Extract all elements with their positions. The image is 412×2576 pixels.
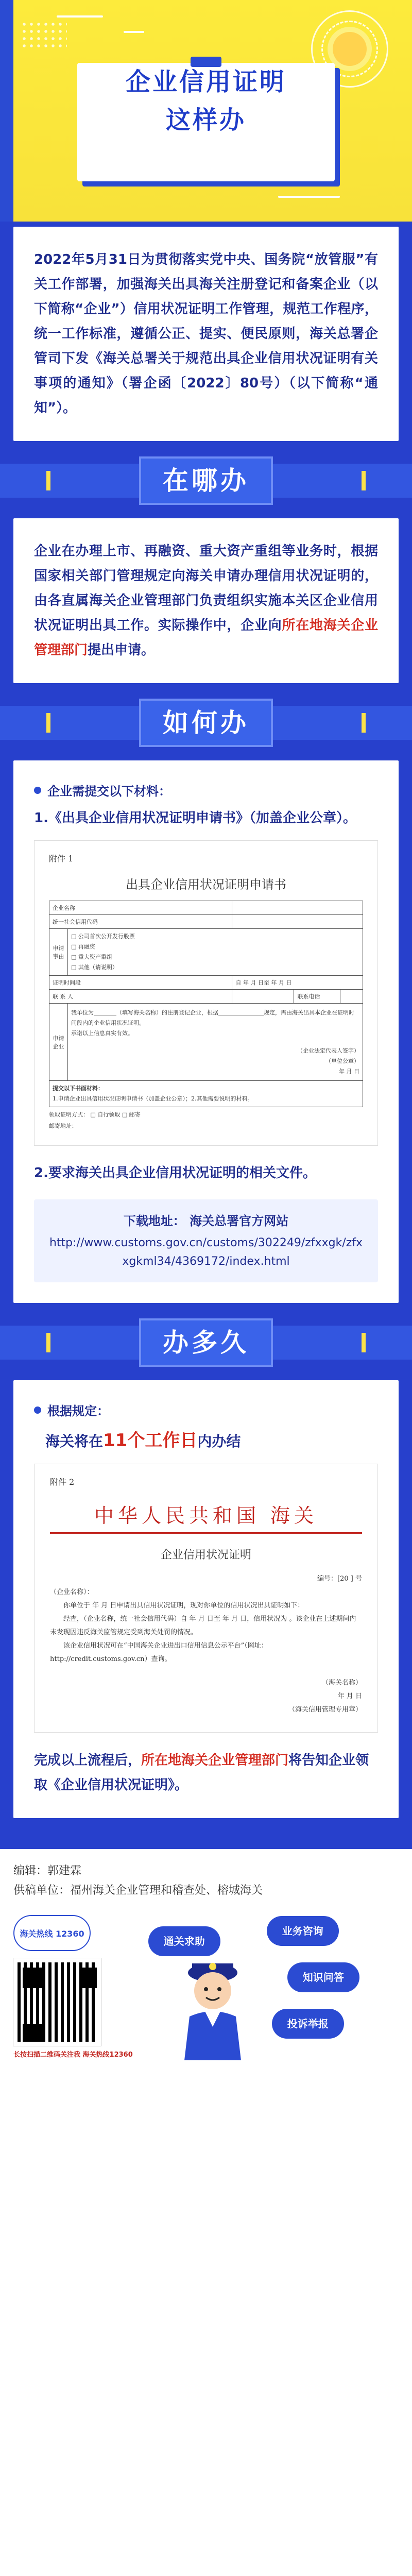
hero-banner xyxy=(0,0,412,222)
form-address: 邮寄地址： xyxy=(49,1123,77,1129)
form-cell-empty xyxy=(232,901,363,915)
footer xyxy=(0,1849,412,2073)
done-text-highlight: 所在地海关企业管理部门 xyxy=(141,1753,289,1768)
cert-number: 编号：[20 ] 号 xyxy=(317,1575,362,1583)
download-link[interactable]: http://www.customs.gov.cn/customs/302249/zfxxgk/zfxxgkml34/4369172/index.html xyxy=(49,1236,363,1268)
form-cell-label: 联 系 人 xyxy=(49,990,232,1004)
where-text-highlight: 所在地海关企业管理部门 xyxy=(34,618,378,658)
intro-text: 2022年5月31日为贯彻落实党中央、国务院“放管服”有关工作部署，加强海关出具海关注册登记和备案企业（以下简称“企业”）信用状况证明工作管理，规范工作程序，统一工作标准，遵循公正、提实、便民原则，海关总署企管司下发《海关总署关于规范出具企业信用状况证明有关事项的通知》（署企函〔2022〕80号）（以下简称“通知”）。 xyxy=(34,252,378,416)
service-bubble-help[interactable]: 通关求助 xyxy=(148,1926,220,1956)
cert-paragraph: 该企业信用状况可在“中国海关企业进出口信用信息公示平台”（网址：http://credit.customs.gov.cn）查询。 xyxy=(50,1642,268,1663)
title-card xyxy=(77,63,335,181)
form-statement: 我单位为________（填写海关名称）的注册登记企业，根据________________规定，需由海关出具本企业在证明时间段内的企业信用状况证明。 xyxy=(71,1009,354,1026)
editor-credit: 编辑：郭建霖 xyxy=(13,1865,82,1877)
form-seal: （单位公章） xyxy=(325,1057,359,1064)
days-prefix: 海关将在 xyxy=(45,1433,104,1450)
cert-signer: （海关名称） xyxy=(321,1679,362,1687)
bullet-icon xyxy=(34,787,41,794)
rule-label: 根据规定： xyxy=(47,1404,109,1418)
service-bubble-quiz[interactable]: 知识问答 xyxy=(287,1962,359,1992)
source-credit: 供稿单位：福州海关企业管理和稽查处、榕城海关 xyxy=(13,1884,263,1897)
cert-title: 企业信用状况证明 xyxy=(160,1549,251,1562)
form-cell-label: 申请事由 xyxy=(49,929,68,976)
section-head-where xyxy=(0,441,412,518)
form-cell-label: 企业名称 xyxy=(49,901,232,915)
form-notes-text: 1.申请企业出具信用状况证明申请书（加盖企业公章）；2.其他需要说明的材料。 xyxy=(53,1095,253,1102)
reason-option: □ 再融资 xyxy=(71,943,95,950)
decor-line xyxy=(278,196,340,198)
materials-label: 企业需提交以下材料： xyxy=(47,784,171,799)
form-reason-options xyxy=(68,929,363,976)
done-text xyxy=(34,1748,378,1798)
form-cell-empty xyxy=(340,990,363,1004)
form-rep: （企业法定代表人签字） xyxy=(297,1047,359,1054)
cert-paragraph: 经查，（企业名称，统一社会信用代码）自 年 月 日至 年 月 日，信用状况为 。该企业在上述期间内未发现因违反海关监管规定受到海关处罚的情况。 xyxy=(50,1615,356,1636)
form-title: 出具企业信用状况证明申请书 xyxy=(126,877,286,892)
duration-card xyxy=(13,1380,399,1818)
form-commit: 承诺以上信息真实有效。 xyxy=(71,1029,133,1037)
where-text-part: 企业在办理上市、再融资、重大资产重组等业务时，根据国家相关部门管理规定向海关申请办理信用状况证明的，由各直属海关企业管理部门负责组织实施本关区企业信用状况证明出具工作。实际操作中，企业向 xyxy=(34,544,378,633)
decor-stripe xyxy=(0,0,13,222)
form-notes-title: 提交以下书面材料： xyxy=(53,1085,104,1092)
page-title-line2: 这样办 xyxy=(165,106,246,134)
application-table xyxy=(49,901,363,1107)
form-cell-empty xyxy=(232,915,363,929)
form-cell-label: 申请企业 xyxy=(49,1004,68,1081)
done-text-part: 完成以上流程后， xyxy=(34,1753,142,1768)
where-text xyxy=(34,539,378,663)
materials-heading xyxy=(34,781,378,799)
service-bubble-consult[interactable]: 业务咨询 xyxy=(267,1916,339,1946)
download-box xyxy=(34,1199,378,1282)
cert-date: 年 月 日 xyxy=(337,1692,362,1700)
decor-line xyxy=(57,15,103,18)
service-bubble-complaint[interactable]: 投诉举报 xyxy=(272,2009,344,2039)
where-text-part: 提出申请。 xyxy=(88,642,155,658)
section-title-where: 在哪办 xyxy=(139,456,273,505)
form-attachment-label: 附件 1 xyxy=(49,854,74,863)
form-statement-cell xyxy=(68,1004,363,1081)
material-item-1: 1.《出具企业信用状况证明申请书》（加盖企业公章）。 xyxy=(34,810,356,826)
days-suffix: 内办结 xyxy=(197,1433,241,1450)
form-notes xyxy=(49,1081,363,1107)
footer-row xyxy=(13,1911,399,2060)
form-receive-options: 领取证明方式： □ 自行领取 □ 邮寄 xyxy=(49,1111,141,1118)
intro-card xyxy=(13,227,399,441)
form-date: 年 月 日 xyxy=(339,1067,359,1075)
main-content xyxy=(0,222,412,1849)
section-head-duration xyxy=(0,1303,412,1380)
hotline-logo: 海关热线 12360 xyxy=(13,1915,91,1951)
how-card xyxy=(13,760,399,1303)
decor-dots xyxy=(21,21,67,52)
bullet-icon xyxy=(34,1406,41,1414)
application-form-image xyxy=(34,840,378,1146)
qr-code[interactable] xyxy=(13,1958,101,2046)
form-cell-empty xyxy=(232,990,294,1004)
section-title-how: 如何办 xyxy=(139,699,273,747)
reason-option: □ 其他（请说明） xyxy=(71,964,118,971)
sun-icon xyxy=(333,32,367,66)
reason-option: □ 重大资产重组 xyxy=(71,954,112,960)
cert-divider xyxy=(50,1532,362,1534)
cert-seal: （海关信用管理专用章） xyxy=(288,1706,362,1714)
page-title-line1: 企业信用证明 xyxy=(125,67,286,96)
download-title: 下载地址： 海关总署官方网站 xyxy=(123,1214,289,1228)
cert-recipient: （企业名称）： xyxy=(50,1588,94,1596)
cert-paragraph: 你单位于 年 月 日申请出具信用状况证明，现对你单位的信用状况出具证明如下： xyxy=(63,1602,304,1609)
section-title-duration: 办多久 xyxy=(139,1318,273,1367)
service-illustration xyxy=(148,1911,399,2060)
section-head-how xyxy=(0,683,412,760)
qr-caption: 长按扫描二维码关注我 海关热线12360 xyxy=(13,2051,133,2059)
cert-attachment-label: 附件 2 xyxy=(50,1477,75,1487)
where-card xyxy=(13,518,399,683)
done-text-part: 将告知企业领取《企业信用状况证明》。 xyxy=(34,1753,369,1793)
form-cell-label: 统一社会信用代码 xyxy=(49,915,232,929)
material-item-2: 2.要求海关出具企业信用状况证明的相关文件。 xyxy=(34,1165,316,1181)
customs-officer-icon xyxy=(169,1942,256,2060)
processing-days xyxy=(45,1426,378,1451)
reason-option: □ 公司首次公开发行股票 xyxy=(71,933,135,940)
form-cell-label: 联系电话 xyxy=(294,990,340,1004)
form-cell-label: 证明时间段 xyxy=(49,976,232,990)
clip-icon xyxy=(191,57,221,67)
decor-line xyxy=(124,31,144,33)
cert-header: 中华人民共和国 海关 xyxy=(94,1504,318,1527)
form-cell-value: 自 年 月 日至 年 月 日 xyxy=(232,976,363,990)
certificate-image xyxy=(34,1464,378,1733)
days-value: 11个工作日 xyxy=(103,1430,198,1451)
qr-block xyxy=(13,1915,133,2060)
rule-heading xyxy=(34,1401,378,1419)
